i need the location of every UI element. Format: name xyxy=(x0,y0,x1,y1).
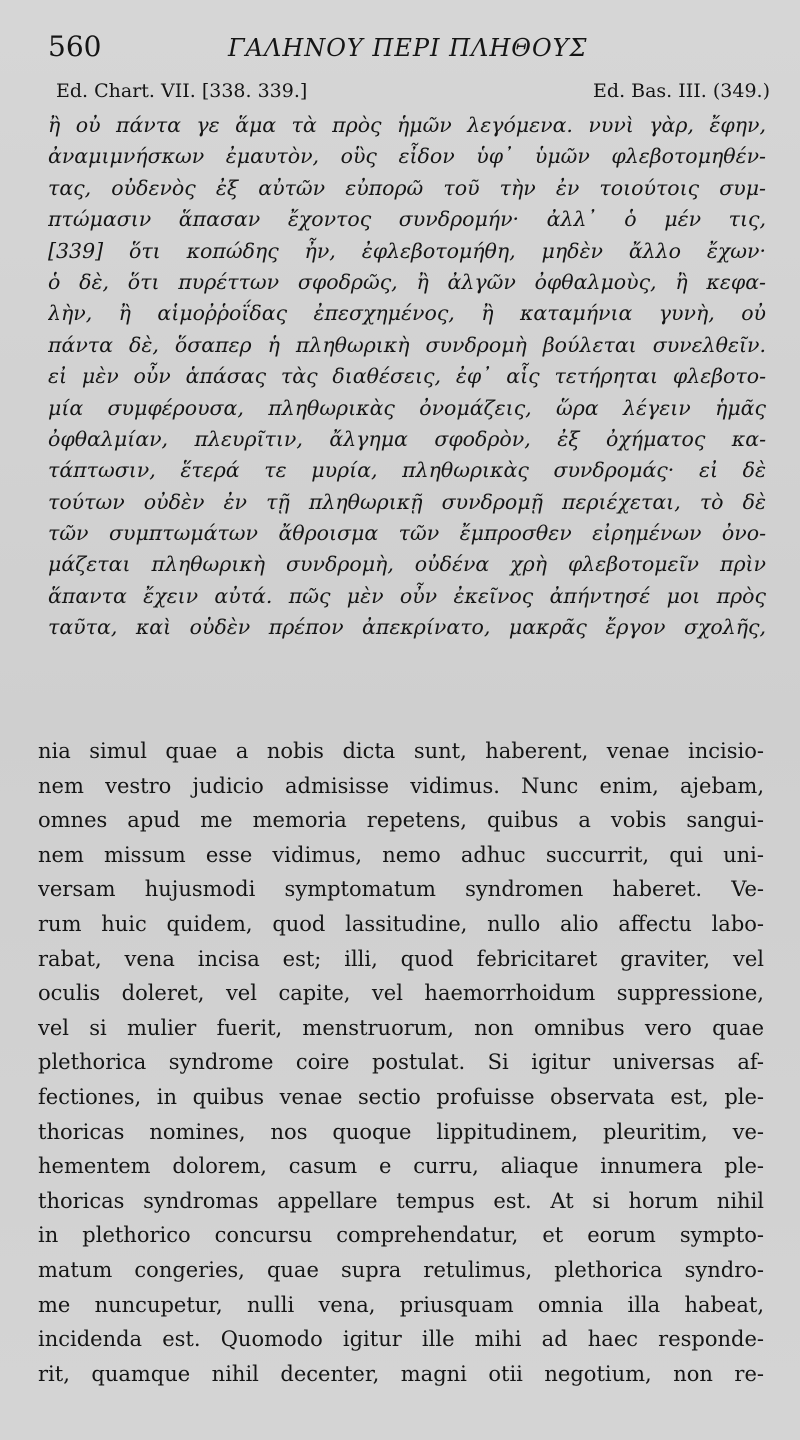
greek-line: τας, οὐδενὸς ἐξ αὐτῶν εὐπορῶ τοῦ τὴν ἐν τοιούτοις συμ- xyxy=(48,175,766,200)
latin-line: rum huic quidem, quod lassitudine, nullo alio affectu labo- xyxy=(38,911,764,936)
latin-line: matum congeries, quae supra retulimus, plethorica syndro- xyxy=(38,1257,764,1282)
running-title: ΓΑΛΗΝΟΥ ΠΕΡΙ ΠΛΗΘΟΥΣ xyxy=(228,34,588,62)
greek-line: μάζεται πληθωρικὴ συνδρομὴ, οὐδένα χρὴ φλεβοτομεῖν πρὶν xyxy=(48,552,766,577)
greek-line: ὀφθαλμίαν, πλευρῖτιν, ἄλγημα σφοδρὸν, ἐξ ὀχήματος κα- xyxy=(48,426,766,451)
latin-text-block xyxy=(38,734,764,1391)
greek-line: λὴν, ἢ αἱμοῤῥοΐδας ἐπεσχημένος, ἢ καταμήνια γυνὴ, οὐ xyxy=(48,301,766,326)
greek-line: ἅπαντα ἔχειν αὐτά. πῶς μὲν οὖν ἐκεῖνος ἀπήντησέ μοι πρὸς xyxy=(48,583,766,608)
greek-line: ὁ δὲ, ὅτι πυρέττων σφοδρῶς, ἢ ἀλγῶν ὀφθαλμοὺς, ἢ κεφα- xyxy=(48,269,766,294)
greek-text-block xyxy=(48,110,766,644)
latin-line: me nuncupetur, nulli vena, priusquam omnia illa habeat, xyxy=(38,1292,764,1317)
greek-line: ἀναμιμνήσκων ἐμαυτὸν, οὓς εἶδον ὑφ᾽ ὑμῶν φλεβοτομηθέν- xyxy=(48,144,766,169)
latin-line: in plethorico concursu comprehendatur, et eorum sympto- xyxy=(38,1223,764,1248)
latin-line: omnes apud me memoria repetens, quibus a vobis sangui- xyxy=(38,808,764,833)
greek-line: τάπτωσιν, ἕτερά τε μυρία, πληθωρικὰς συνδρομάς· εἰ δὲ xyxy=(48,458,766,483)
latin-line: versam hujusmodi symptomatum syndromen haberet. Ve- xyxy=(38,877,764,902)
latin-line: thoricas syndromas appellare tempus est. At si horum nihil xyxy=(38,1188,764,1213)
latin-line: fectiones, in quibus venae sectio profuisse observata est, ple- xyxy=(38,1084,764,1109)
greek-line: πάντα δὲ, ὅσαπερ ἡ πληθωρικὴ συνδρομὴ βούλεται συνελθεῖν. xyxy=(48,332,766,357)
latin-line: thoricas nomines, nos quoque lippitudinem, pleuritim, ve- xyxy=(38,1119,764,1144)
greek-line: [339] ὅτι κοπώδης ἦν, ἐφλεβοτομήθη, μηδὲν ἄλλο ἔχων· xyxy=(48,238,766,263)
latin-line: rabat, vena incisa est; illi, quod febricitaret graviter, vel xyxy=(38,946,764,971)
latin-line: rit, quamque nihil decenter, magni otii negotium, non re- xyxy=(38,1361,764,1386)
page-number: 560 xyxy=(48,30,102,63)
greek-line: τῶν συμπτωμάτων ἄθροισμα τῶν ἔμπροσθεν εἰρημένων ὀνο- xyxy=(48,521,766,546)
edition-reference-chartier: Ed. Chart. VII. [338. 339.] xyxy=(56,80,308,102)
latin-line: nia simul quae a nobis dicta sunt, haberent, venae incisio- xyxy=(38,739,764,763)
greek-line: πτώμασιν ἅπασαν ἔχοντος συνδρομήν· ἀλλ᾽ ὁ μέν τις, xyxy=(48,207,766,232)
page-header xyxy=(48,30,780,62)
greek-line: ἢ οὐ πάντα γε ἅμα τὰ πρὸς ἡμῶν λεγόμενα. νυνὶ γὰρ, ἔφην, xyxy=(48,113,766,137)
edition-reference-line xyxy=(56,80,770,104)
latin-line: vel si mulier fuerit, menstruorum, non omnibus vero quae xyxy=(38,1015,764,1040)
greek-line: εἰ μὲν οὖν ἁπάσας τὰς διαθέσεις, ἐφ᾽ αἷς τετήρηται φλεβοτο- xyxy=(48,364,766,389)
edition-reference-basel: Ed. Bas. III. (349.) xyxy=(593,80,770,102)
latin-line: nem vestro judicio admisisse vidimus. Nunc enim, ajebam, xyxy=(38,773,764,798)
greek-line: τούτων οὐδὲν ἐν τῇ πληθωρικῇ συνδρομῇ περιέχεται, τὸ δὲ xyxy=(48,489,766,514)
latin-line: nem missum esse vidimus, nemo adhuc succurrit, qui uni- xyxy=(38,842,764,867)
greek-line: ταῦτα, καὶ οὐδὲν πρέπον ἀπεκρίνατο, μακρᾶς ἔργον σχολῆς, xyxy=(48,615,766,640)
greek-line: μία συμφέρουσα, πληθωρικὰς ὀνομάζεις, ὥρα λέγειν ἡμᾶς xyxy=(48,395,766,420)
latin-line: plethorica syndrome coire postulat. Si igitur universas af- xyxy=(38,1050,764,1075)
latin-line: oculis doleret, vel capite, vel haemorrhoidum suppressione, xyxy=(38,981,764,1006)
latin-line: hementem dolorem, casum e curru, aliaque innumera ple- xyxy=(38,1154,764,1179)
latin-line: incidenda est. Quomodo igitur ille mihi ad haec responde- xyxy=(38,1327,764,1352)
